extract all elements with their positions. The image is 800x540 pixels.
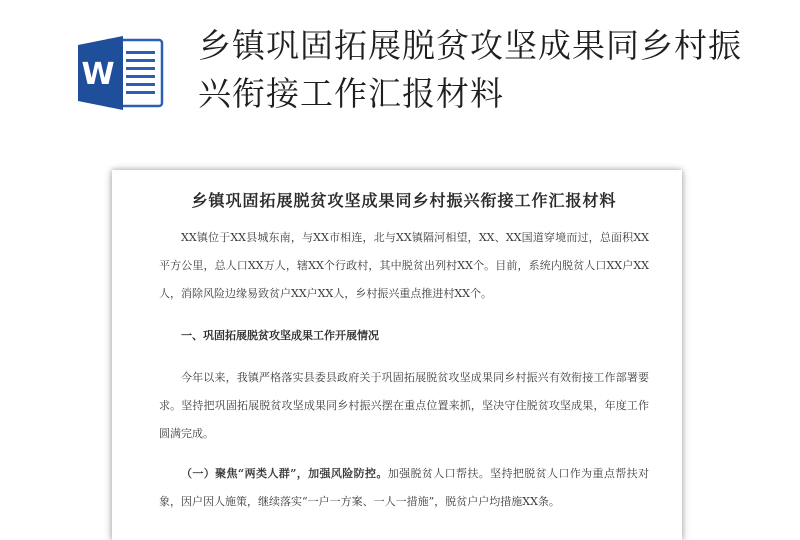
subsection-paragraph [159,460,649,516]
section-heading-1: 一、巩固拓展脱贫攻坚成果工作开展情况 [181,329,379,342]
document-title: 乡镇巩固拓展脱贫攻坚成果同乡村振兴衔接工作汇报材料 [191,191,617,210]
document-preview-page [112,170,682,540]
word-icon-letter: W [81,57,115,92]
subsection-heading: （一）聚焦“两类人群”，加强风险防控。 [181,467,388,480]
header [0,0,800,150]
page-title: 乡镇巩固拓展脱贫攻坚成果同乡村振兴衔接工作汇报材料 [198,26,742,113]
intro-paragraph: XX镇位于XX县城东南，与XX市相连，北与XX镇隔河相望，XX、XX国道穿境而过，总面积XX平方公里，总人口XX万人，辖XX个行政村，其中脱贫出列村XX个。目前，系统内脱贫人口XX户XX人，消除风险边缘易致贫户XX户XX人，乡村振兴重点推进村XX个。 [159,231,649,300]
document-body [159,170,649,516]
subsection-body: 加强脱贫人口帮扶。坚持把脱贫人口作为重点帮扶对象，因户因人施策，继续落实“一户一方案、一人一措施”，脱贫户户均措施XX条。 [159,467,649,508]
word-document-icon [78,36,164,110]
section1-paragraph: 今年以来，我镇严格落实县委县政府关于巩固拓展脱贫攻坚成果同乡村振兴有效衔接工作部署要求。坚持把巩固拓展脱贫攻坚成果同乡村振兴摆在重点位置来抓，坚决守住脱贫攻坚成果，年度工作圆满完成。 [159,371,649,440]
